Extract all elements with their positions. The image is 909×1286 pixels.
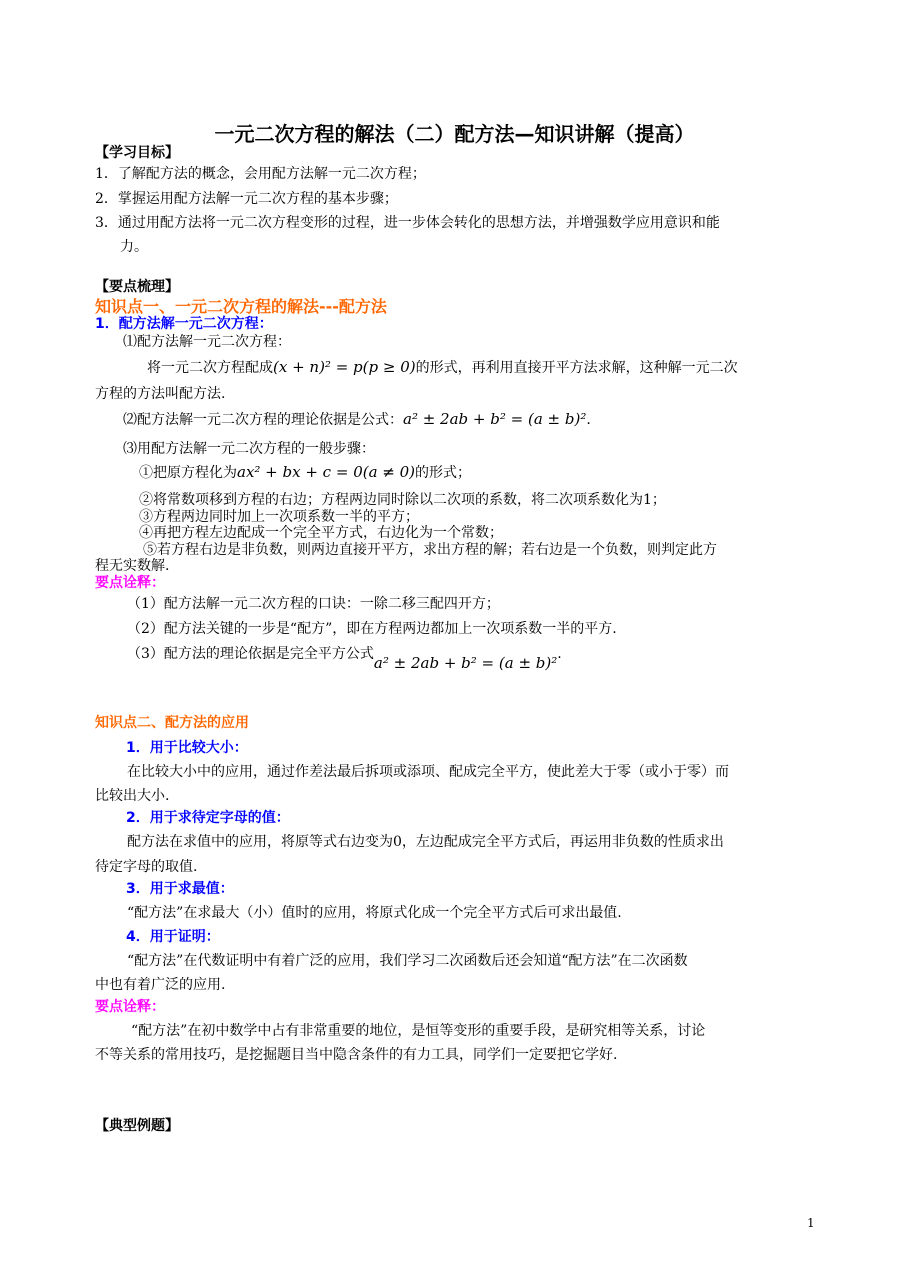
kp2-use2-line1: 配方法在求值中的应用，将原等式右边变为0，左边配成完全平方式后，再运用非负数的性质求出 [127, 834, 724, 850]
formula-completed-square: (x + n)² = p(p ≥ 0) [273, 358, 416, 376]
goal-item-3: 3．通过用配方法将一元二次方程变形的过程，进一步体会转化的思想方法，并增强数学应用意识和能 [95, 215, 720, 231]
kp2-use4-title: 4．用于证明： [126, 929, 220, 945]
goal-item-2: 2．掌握运用配方法解一元二次方程的基本步骤； [95, 191, 398, 207]
goal-item-3-cont: 力。 [120, 239, 148, 255]
page-title: 一元二次方程的解法（二）配方法—知识讲解（提高） [214, 122, 695, 146]
kp1-item2 [123, 409, 591, 429]
kp1-title: 知识点一、一元二次方程的解法---配方法 [95, 297, 387, 316]
kp1-note-3-post: . [557, 646, 562, 662]
formula-perfect-square-2: a² ± 2ab + b² = (a ± b)² [373, 654, 558, 672]
kp1-item2-post: . [586, 412, 591, 428]
kp1-step1-post: 的形式； [415, 465, 472, 481]
kp1-line1-pre: 将一元二次方程配成 [147, 360, 273, 376]
kp1-note-heading: 要点诠释： [95, 575, 165, 591]
kp1-note-3 [127, 643, 562, 672]
kp1-line2: 方程的方法叫配方法. [95, 386, 226, 402]
kp1-step3: ③方程两边同时加上一次项系数一半的平方； [139, 509, 419, 525]
kp2-use1-line2: 比较出大小. [95, 788, 170, 804]
goals-heading: 【学习目标】 [95, 145, 179, 161]
kp1-step2: ②将常数项移到方程的右边；方程两边同时除以二次项的系数，将二次项系数化为1； [139, 492, 666, 508]
points-heading: 【要点梳理】 [95, 279, 179, 295]
kp2-note-line1: “配方法”在初中数学中占有非常重要的地位，是恒等变形的重要手段，是研究相等关系，讨论 [131, 1023, 706, 1039]
kp1-step5: ⑤若方程右边是非负数，则两边直接开平方，求出方程的解；若右边是一个负数，则判定此方 [143, 542, 717, 558]
kp2-use4-line1: “配方法”在代数证明中有着广泛的应用，我们学习二次函数后还会知道“配方法”在二次函数 [127, 953, 688, 969]
kp1-line1-post: 的形式，再利用直接开平方法求解，这种解一元二次 [415, 360, 738, 376]
kp2-use4-line2: 中也有着广泛的应用. [95, 977, 226, 993]
kp1-note-1: （1）配方法解一元二次方程的口诀：一除二移三配四开方； [127, 596, 500, 612]
kp2-note-heading: 要点诠释： [95, 999, 165, 1015]
kp2-use3-title: 3．用于求最值： [126, 881, 234, 897]
kp1-step4: ④再把方程左边配成一个完全平方式，右边化为一个常数； [139, 525, 503, 541]
kp1-item1: ⑴配方法解一元二次方程： [123, 334, 291, 350]
kp2-use3-line1: “配方法”在求最大（小）值时的应用，将原式化成一个完全平方式后可求出最值. [127, 905, 622, 921]
kp1-step1-pre: ①把原方程化为 [139, 465, 237, 481]
kp1-line1 [147, 357, 738, 377]
kp2-use2-title: 2．用于求待定字母的值： [126, 810, 290, 826]
kp1-step1 [139, 462, 471, 482]
page-number: 1 [807, 1216, 815, 1230]
kp2-use1-title: 1．用于比较大小： [126, 740, 248, 756]
kp1-note-2: （2）配方法关键的一步是“配方”，即在方程两边都加上一次项系数一半的平方. [127, 621, 617, 637]
formula-general-form: ax² + bx + c = 0(a ≠ 0) [237, 463, 416, 481]
goal-item-1: 1．了解配方法的概念，会用配方法解一元二次方程； [95, 166, 426, 182]
kp2-use1-line1: 在比较大小中的应用，通过作差法最后拆项或添项、配成完全平方，使此差大于零（或小于零）而 [127, 764, 729, 780]
formula-perfect-square: a² ± 2ab + b² = (a ± b)² [403, 410, 587, 428]
examples-heading: 【典型例题】 [95, 1118, 179, 1134]
kp1-note-3-pre: （3）配方法的理论依据是完全平方公式 [127, 646, 374, 662]
kp1-item3: ⑶用配方法解一元二次方程的一般步骤： [123, 441, 375, 457]
kp2-title: 知识点二、配方法的应用 [95, 715, 249, 731]
kp1-step5-cont: 程无实数解. [95, 558, 170, 574]
kp1-sub1: 1．配方法解一元二次方程： [95, 316, 273, 332]
kp2-note-line2: 不等关系的常用技巧，是挖掘题目当中隐含条件的有力工具，同学们一定要把它学好. [95, 1047, 618, 1063]
kp1-item2-pre: ⑵配方法解一元二次方程的理论依据是公式： [123, 412, 403, 428]
kp2-use2-line2: 待定字母的取值. [95, 859, 198, 875]
